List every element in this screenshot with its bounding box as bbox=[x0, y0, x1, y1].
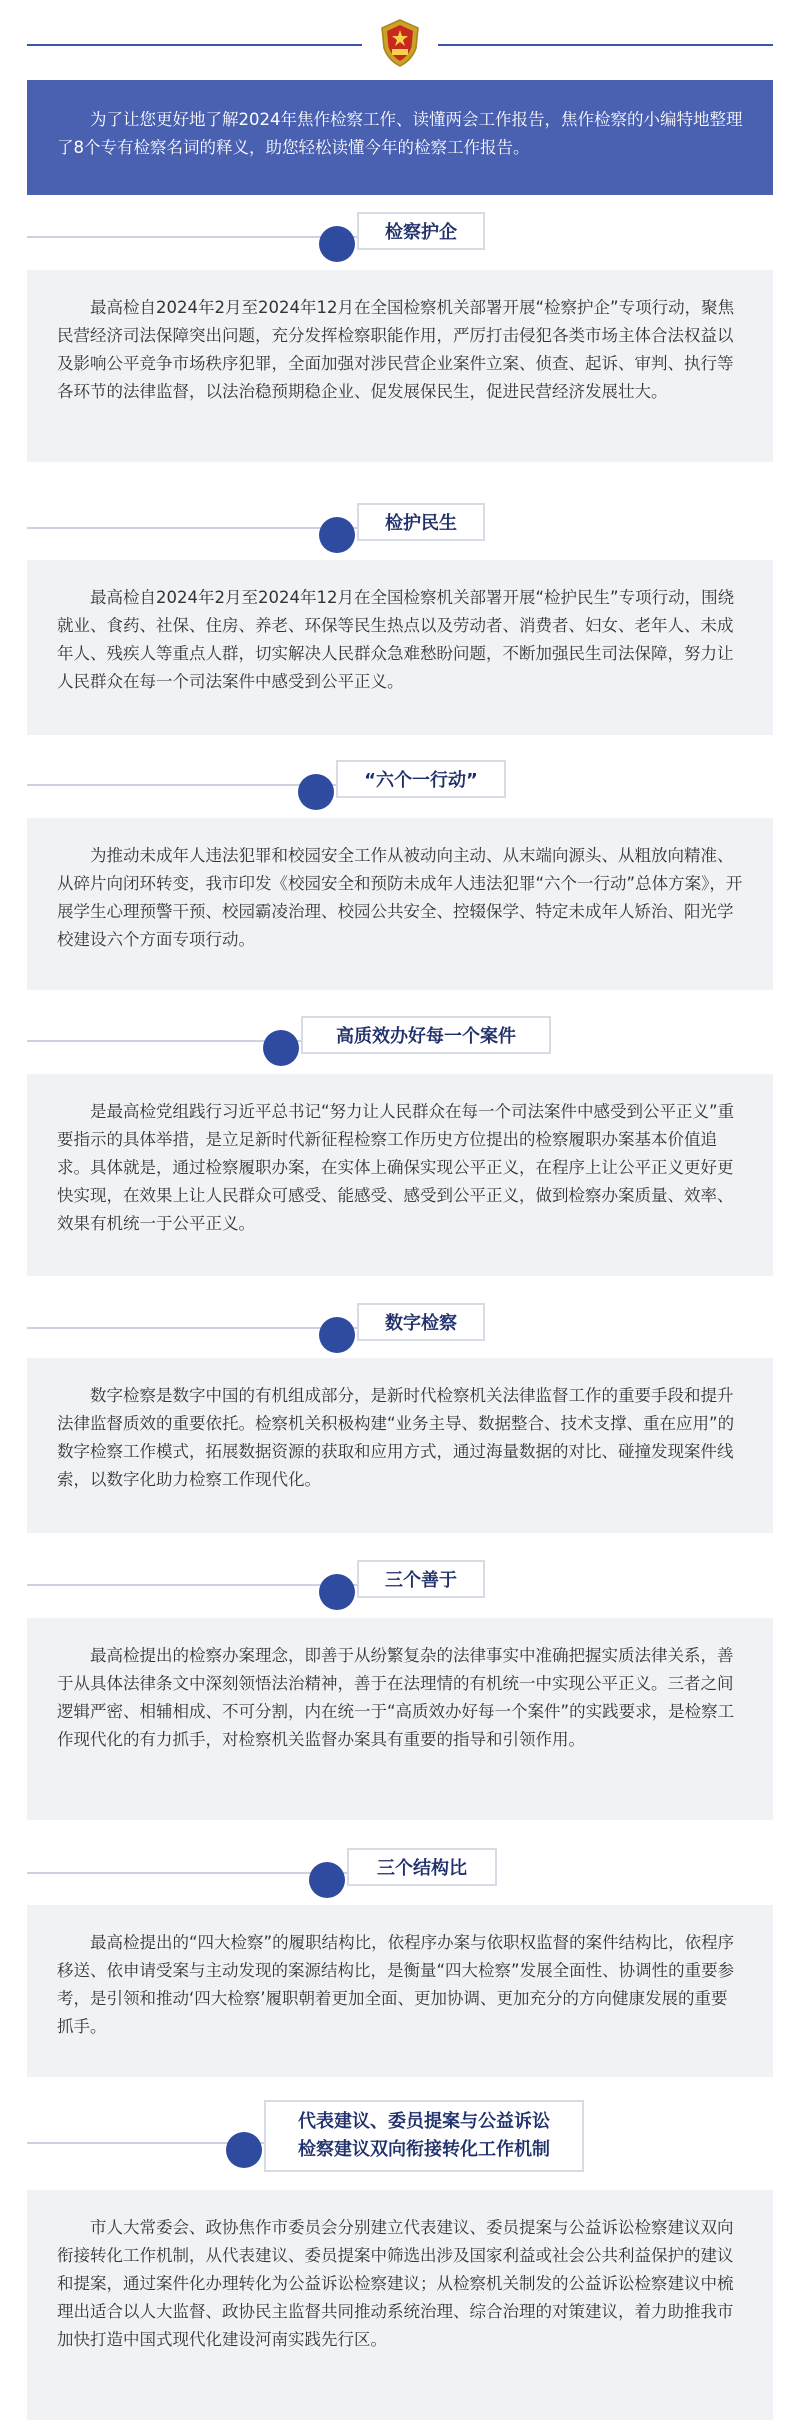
section-bullet-icon bbox=[319, 1317, 355, 1353]
section-title: 检察护企 bbox=[357, 212, 485, 250]
section-title-line-2: 检察建议双向衔接转化工作机制 bbox=[298, 2139, 550, 2160]
section-bullet-icon bbox=[319, 517, 355, 553]
section-body: 最高检自2024年2月至2024年12月在全国检察机关部署开展“检护民生”专项行动，围绕就业、食药、社保、住房、养老、环保等民生热点以及劳动者、消费者、妇女、老年人、未成年人、残疾人等重点人群，切实解决人民群众急难愁盼问题，不断加强民生司法保障，努力让人民群众在每一个司法案件中感受到公平正义。 bbox=[27, 560, 773, 735]
intro-banner: 为了让您更好地了解2024年焦作检察工作、读懂两会工作报告，焦作检察的小编特地整理了8个专有检察名词的释义，助您轻松读懂今年的检察工作报告。 bbox=[27, 80, 773, 195]
section-body: 市人大常委会、政协焦作市委员会分别建立代表建议、委员提案与公益诉讼检察建议双向衔接转化工作机制，从代表建议、委员提案中筛选出涉及国家利益或社会公共利益保护的建议和提案，通过案件化办理转化为公益诉讼检察建议；从检察机关制发的公益诉讼检察建议中梳理出适合以人大监督、政协民主监督共同推动系统治理、综合治理的对策建议，着力助推我市加快打造中国式现代化建设河南实践先行区。 bbox=[27, 2190, 773, 2420]
section-title-two-line bbox=[264, 2100, 584, 2172]
section-body: 最高检提出的“四大检察”的履职结构比，依程序办案与依职权监督的案件结构比，依程序移送、依申请受案与主动发现的案源结构比，是衡量“四大检察”发展全面性、协调性的重要参考，是引领和推动‘四大检察’履职朝着更加全面、更加协调、更加充分的方向健康发展的重要抓手。 bbox=[27, 1905, 773, 2077]
procuratorate-emblem-icon bbox=[378, 18, 422, 68]
header-divider-left bbox=[27, 44, 362, 46]
section-title-line-1: 代表建议、委员提案与公益诉讼 bbox=[298, 2111, 550, 2132]
section-title: 数字检察 bbox=[357, 1303, 485, 1341]
page-header bbox=[0, 0, 800, 80]
section-body: 是最高检党组践行习近平总书记“努力让人民群众在每一个司法案件中感受到公平正义”重要指示的具体举措，是立足新时代新征程检察工作历史方位提出的检察履职办案基本价值追求。具体就是，通过检察履职办案，在实体上确保实现公平正义，在程序上让公平正义更好更快实现，在效果上让人民群众可感受、能感受、感受到公平正义，做到检察办案质量、效率、效果有机统一于公平正义。 bbox=[27, 1074, 773, 1276]
section-body: 最高检提出的检察办案理念，即善于从纷繁复杂的法律事实中准确把握实质法律关系，善于从具体法律条文中深刻领悟法治精神，善于在法理情的有机统一中实现公平正义。三者之间逻辑严密、相辅相成、不可分割，内在统一于“高质效办好每一个案件”的实践要求，是检察工作现代化的有力抓手，对检察机关监督办案具有重要的指导和引领作用。 bbox=[27, 1618, 773, 1820]
section-bullet-icon bbox=[226, 2132, 262, 2168]
section-title: “六个一行动” bbox=[336, 760, 506, 798]
section-body: 数字检察是数字中国的有机组成部分，是新时代检察机关法律监督工作的重要手段和提升法律监督质效的重要依托。检察机关积极构建“业务主导、数据整合、技术支撑、重在应用”的数字检察工作模式，拓展数据资源的获取和应用方式，通过海量数据的对比、碰撞发现案件线索，以数字化助力检察工作现代化。 bbox=[27, 1358, 773, 1533]
header-divider-right bbox=[438, 44, 773, 46]
section-title: 检护民生 bbox=[357, 503, 485, 541]
section-bullet-icon bbox=[309, 1862, 345, 1898]
section-body: 为推动未成年人违法犯罪和校园安全工作从被动向主动、从末端向源头、从粗放向精准、从碎片向闭环转变，我市印发《校园安全和预防未成年人违法犯罪“六个一行动”总体方案》，开展学生心理预警干预、校园霸凌治理、校园公共安全、控辍保学、特定未成年人矫治、阳光学校建设六个方面专项行动。 bbox=[27, 818, 773, 990]
section-title: 三个善于 bbox=[357, 1560, 485, 1598]
section-bullet-icon bbox=[298, 774, 334, 810]
section-body: 最高检自2024年2月至2024年12月在全国检察机关部署开展“检察护企”专项行动，聚焦民营经济司法保障突出问题，充分发挥检察职能作用，严厉打击侵犯各类市场主体合法权益以及影响公平竞争市场秩序犯罪，全面加强对涉民营企业案件立案、侦查、起诉、审判、执行等各环节的法律监督，以法治稳预期稳企业、促发展保民生，促进民营经济发展壮大。 bbox=[27, 270, 773, 462]
section-title: 三个结构比 bbox=[347, 1848, 497, 1886]
section-bullet-icon bbox=[263, 1030, 299, 1066]
section-title: 高质效办好每一个案件 bbox=[301, 1016, 551, 1054]
section-bullet-icon bbox=[319, 1574, 355, 1610]
section-bullet-icon bbox=[319, 226, 355, 262]
